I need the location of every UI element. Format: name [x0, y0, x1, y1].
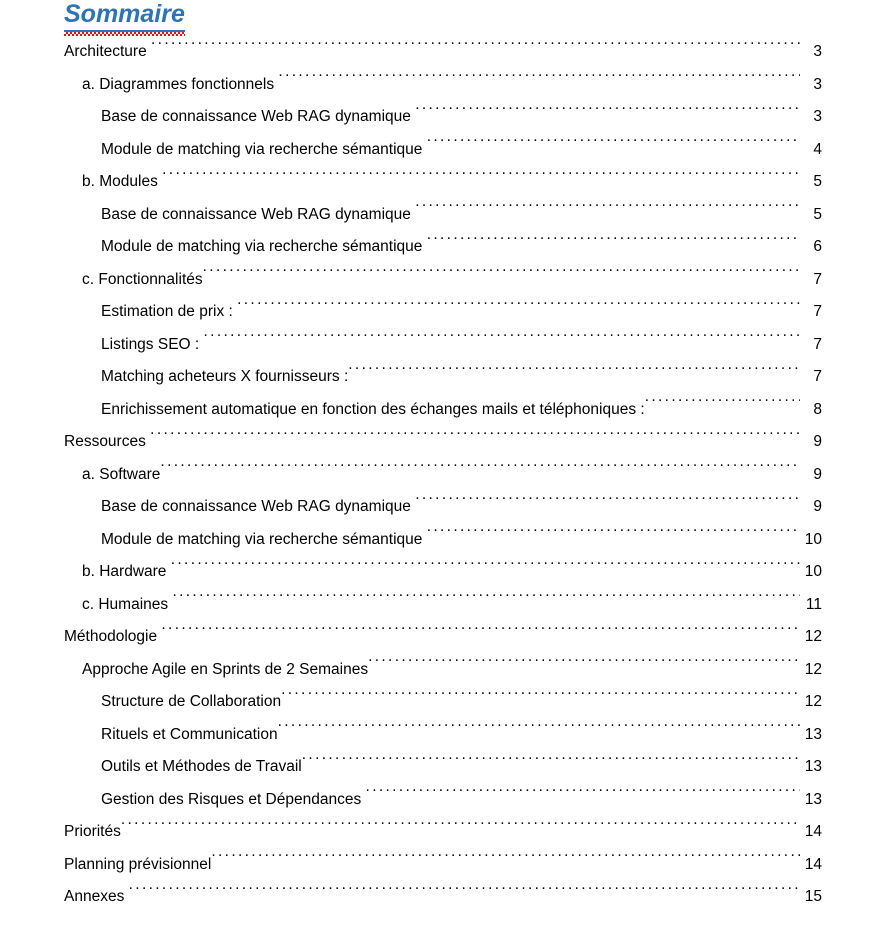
toc-page-number: 10 — [804, 530, 822, 548]
toc-entry[interactable] — [0, 816, 889, 849]
toc-dot-leader — [278, 723, 800, 739]
table-of-contents — [0, 36, 889, 914]
toc-page-number: 3 — [813, 43, 822, 60]
toc-entry-label: Architecture — [64, 43, 152, 60]
toc-page-number: 3 — [813, 108, 822, 125]
toc-entry[interactable] — [0, 231, 889, 264]
toc-page-number: 6 — [813, 238, 822, 255]
toc-entry-label: Planning prévisionnel — [64, 855, 212, 873]
toc-dot-leader — [281, 691, 800, 707]
toc-dot-leader — [121, 821, 800, 837]
toc-entry-label: Base de connaissance Web RAG dynamique — [101, 498, 416, 515]
toc-dot-leader — [427, 138, 800, 154]
toc-page-number: 7 — [813, 303, 822, 320]
toc-dot-leader — [151, 41, 800, 57]
toc-entry-label: Approche Agile en Sprints de 2 Semaines — [82, 660, 369, 678]
toc-entry[interactable] — [0, 296, 889, 329]
toc-dot-leader — [204, 333, 800, 349]
toc-entry[interactable] — [0, 426, 889, 459]
toc-page-number: 14 — [804, 855, 822, 873]
toc-page-number: 9 — [813, 498, 822, 515]
toc-page-number: 5 — [813, 173, 822, 190]
toc-page-number: 10 — [804, 563, 822, 580]
toc-entry[interactable] — [0, 784, 889, 817]
toc-entry[interactable] — [0, 751, 889, 784]
toc-dot-leader — [162, 171, 800, 187]
toc-entry-label: Gestion des Risques et Dépendances — [101, 790, 366, 808]
toc-entry[interactable] — [0, 621, 889, 654]
toc-entry-label: b. Hardware — [82, 563, 171, 580]
toc-entry[interactable] — [0, 589, 889, 622]
toc-entry-label: Structure de Collaboration — [101, 693, 282, 710]
table-of-contents-heading — [64, 0, 185, 30]
toc-entry[interactable] — [0, 101, 889, 134]
toc-entry-label: Enrichissement automatique en fonction des échanges mails et téléphoniques : — [101, 400, 645, 418]
toc-entry-label: Priorités — [64, 823, 121, 840]
toc-entry-label: b. Modules — [82, 173, 163, 190]
toc-dot-leader — [161, 626, 800, 642]
toc-entry[interactable] — [0, 719, 889, 752]
toc-dot-leader — [366, 788, 800, 804]
toc-entry-label: a. Software — [82, 465, 161, 483]
toc-page-number: 9 — [813, 433, 822, 450]
toc-dot-leader — [278, 73, 800, 89]
toc-page-number: 7 — [813, 270, 822, 288]
toc-dot-leader — [172, 593, 800, 609]
toc-entry[interactable] — [0, 556, 889, 589]
toc-entry-label: Listings SEO : — [101, 335, 204, 353]
toc-entry[interactable] — [0, 849, 889, 882]
toc-entry-label: Matching acheteurs X fournisseurs : — [101, 368, 349, 385]
toc-entry-label: Rituels et Communication — [101, 725, 278, 743]
toc-entry[interactable] — [0, 199, 889, 232]
toc-page-number: 13 — [804, 758, 822, 775]
toc-page-number: 3 — [813, 75, 822, 93]
toc-entry-label: Outils et Méthodes de Travail — [101, 758, 302, 775]
toc-entry-label: c. Humaines — [82, 595, 173, 613]
toc-page-number: 14 — [804, 823, 822, 840]
toc-entry[interactable] — [0, 524, 889, 557]
toc-dot-leader — [415, 106, 800, 122]
toc-entry[interactable] — [0, 264, 889, 297]
toc-entry-label: Module de matching via recherche sémantique — [101, 238, 427, 255]
toc-entry[interactable] — [0, 166, 889, 199]
toc-entry-label: c. Fonctionnalités — [82, 270, 203, 288]
page-title: Sommaire — [64, 0, 185, 32]
toc-page-number: 12 — [804, 693, 822, 710]
toc-entry[interactable] — [0, 394, 889, 427]
toc-entry[interactable] — [0, 881, 889, 914]
toc-entry[interactable] — [0, 36, 889, 69]
toc-entry-label: Ressources — [64, 433, 151, 450]
toc-dot-leader — [348, 366, 800, 382]
toc-entry[interactable] — [0, 686, 889, 719]
toc-page-number: 12 — [804, 628, 822, 645]
toc-entry[interactable] — [0, 329, 889, 362]
toc-dot-leader — [415, 203, 800, 219]
toc-page-number: 9 — [813, 465, 822, 483]
toc-page-number: 7 — [813, 368, 822, 385]
toc-page-number: 8 — [813, 400, 822, 418]
toc-page-number: 15 — [804, 888, 822, 905]
toc-entry[interactable] — [0, 654, 889, 687]
toc-dot-leader — [160, 463, 800, 479]
toc-dot-leader — [645, 398, 800, 414]
toc-dot-leader — [427, 236, 800, 252]
toc-entry[interactable] — [0, 134, 889, 167]
toc-page-number: 11 — [805, 595, 822, 613]
toc-page-number: 4 — [813, 140, 822, 158]
toc-dot-leader — [171, 561, 800, 577]
toc-entry-label: Base de connaissance Web RAG dynamique — [101, 205, 416, 223]
toc-entry[interactable] — [0, 491, 889, 524]
toc-page-number: 13 — [804, 725, 822, 743]
toc-entry[interactable] — [0, 361, 889, 394]
toc-dot-leader — [415, 496, 800, 512]
toc-page-number: 5 — [813, 205, 822, 223]
toc-entry-label: Estimation de prix : — [101, 303, 238, 320]
toc-entry-label: Méthodologie — [64, 628, 162, 645]
toc-page-number: 7 — [813, 335, 822, 353]
toc-dot-leader — [237, 301, 800, 317]
toc-dot-leader — [368, 658, 800, 674]
toc-dot-leader — [150, 431, 800, 447]
toc-page-number: 13 — [804, 790, 822, 808]
toc-dot-leader — [427, 528, 800, 544]
toc-dot-leader — [302, 756, 800, 772]
toc-entry[interactable] — [0, 69, 889, 102]
toc-entry-label: a. Diagrammes fonctionnels — [82, 75, 279, 93]
toc-page-number: 12 — [804, 660, 822, 678]
toc-entry-label: Base de connaissance Web RAG dynamique — [101, 108, 416, 125]
toc-entry-label: Module de matching via recherche sémantique — [101, 140, 427, 158]
toc-dot-leader — [211, 853, 800, 869]
toc-dot-leader — [203, 268, 800, 284]
toc-entry-label: Annexes — [64, 888, 129, 905]
toc-dot-leader — [129, 886, 800, 902]
toc-entry[interactable] — [0, 459, 889, 492]
toc-entry-label: Module de matching via recherche sémantique — [101, 530, 427, 548]
